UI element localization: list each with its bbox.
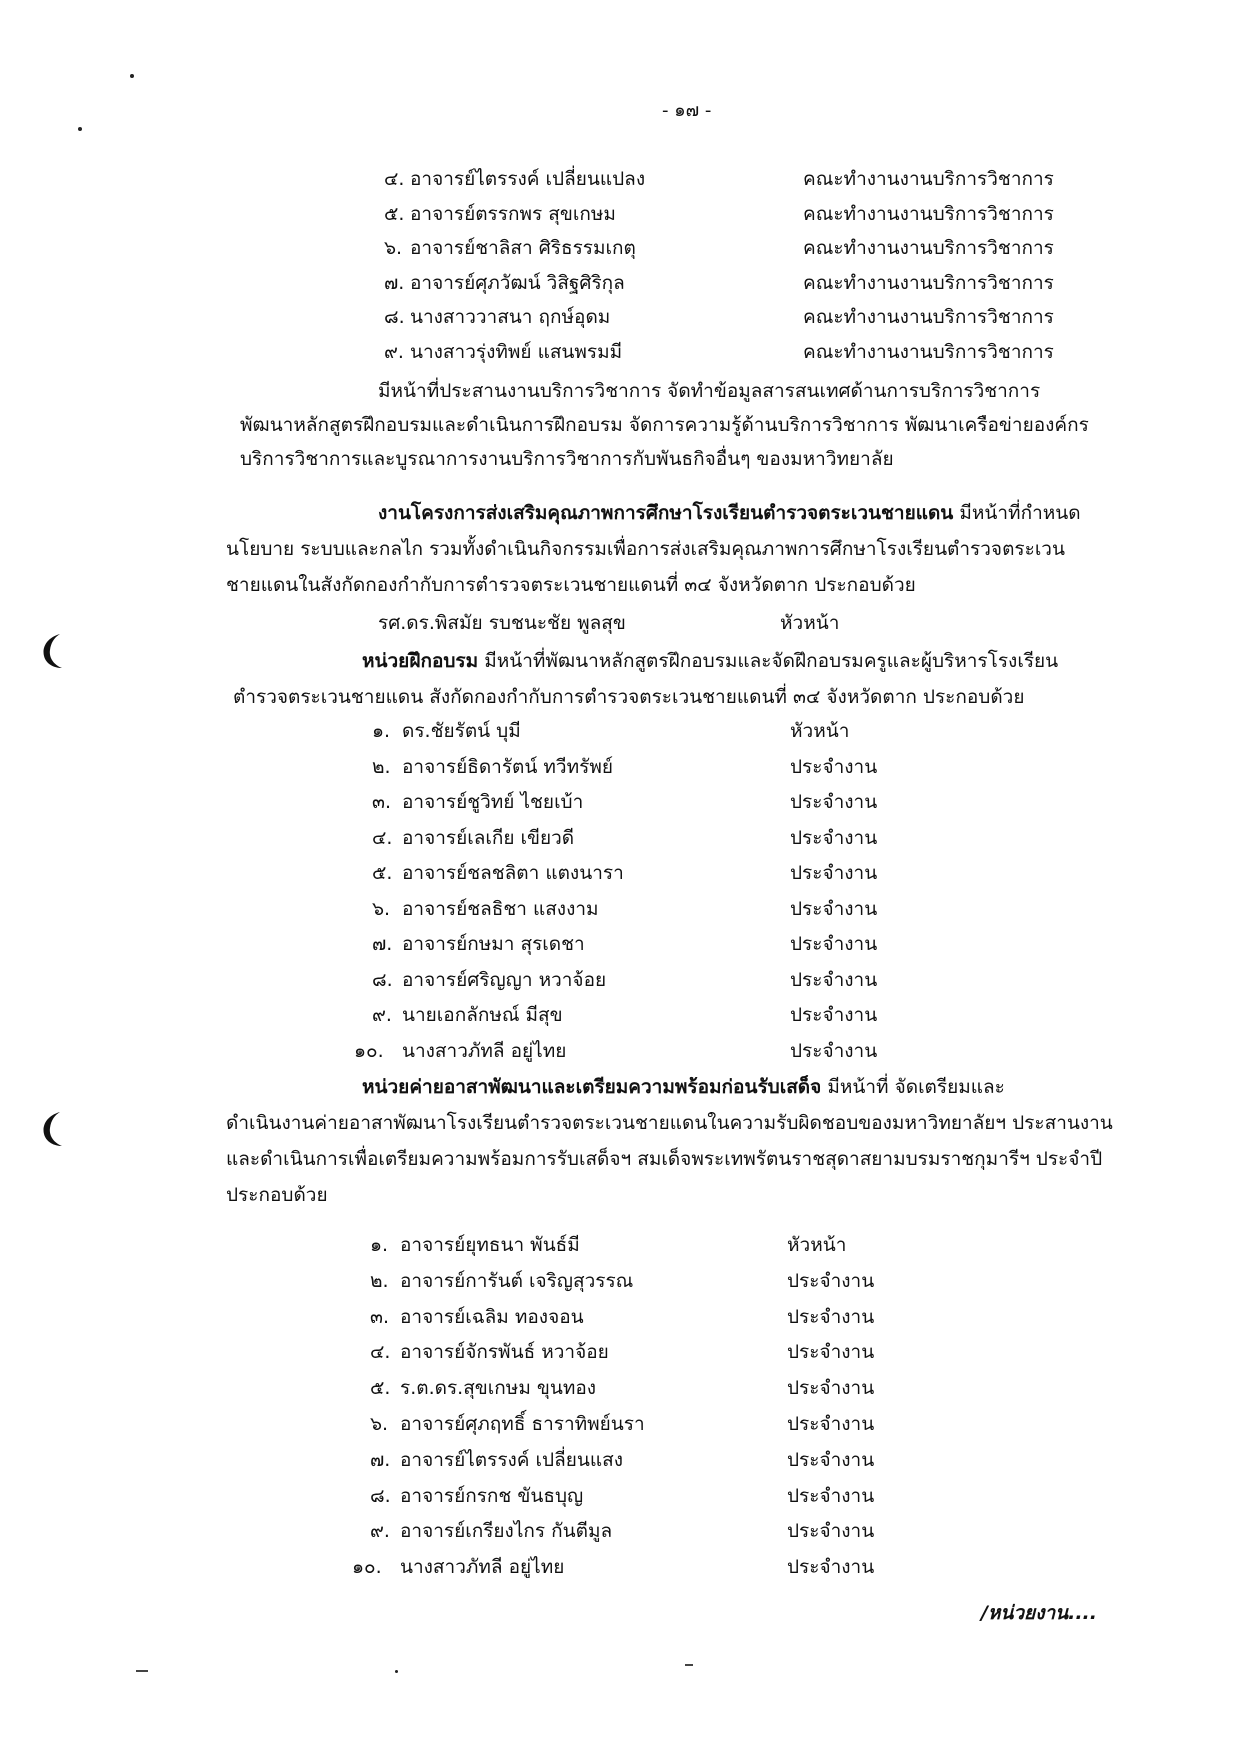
list-item-name: อาจารย์ธิดารัตน์ ทวีทรัพย์ [402,755,613,778]
list-item-role: ประจำงาน [787,1269,875,1292]
section-heading-line [378,500,1081,526]
scan-speck [395,1670,398,1673]
list-item-role: ประจำงาน [787,1520,875,1543]
binder-hole-icon [38,632,68,670]
scan-speck [130,74,134,78]
paragraph-line: พัฒนาหลักสูตรฝึกอบรมและดำเนินการฝึกอบรม จัดการความรู้ด้านบริการวิชาการ พัฒนาเครือข่ายองค์กร [240,414,1089,436]
list-item-role: คณะทำงานงานบริการวิชาการ [803,341,1054,363]
list-item-name: อาจารย์ไตรรงค์ เปลี่ยนแปลง [410,168,646,190]
list-item-name: อาจารย์จักรพันธ์ หวาจ้อย [400,1341,609,1364]
list-item-number: ๒. [370,1269,389,1292]
list-item-number: ๔. [372,826,393,849]
list-item-role: ประจำงาน [790,826,878,849]
list-item-name: อาจารย์เฉลิม ทองจอน [400,1305,584,1328]
list-item-number: ๑. [370,1234,389,1256]
list-item-role: คณะทำงานงานบริการวิชาการ [803,237,1054,260]
list-item-role: ประจำงาน [787,1377,875,1400]
list-item-role: ประจำงาน [790,755,878,778]
list-item-number: ๘. [370,1484,391,1507]
binder-hole-icon [38,1110,68,1148]
list-item-role: ประจำงาน [790,933,878,955]
section-heading: งานโครงการส่งเสริมคุณภาพการศึกษาโรงเรียนตำรวจตระเวนชายแดน [378,502,954,524]
list-item-number: ๕. [372,862,393,884]
list-item-role: ประจำงาน [787,1413,875,1435]
list-item-number: ๙. [370,1520,390,1543]
paragraph-line: บริการวิชาการและบูรณาการงานบริการวิชาการกับพันธกิจอื่นๆ ของมหาวิทยาลัย [240,448,894,470]
list-item-number: ๕. [370,1377,391,1400]
list-item-role: ประจำงาน [787,1556,875,1579]
list-item-name: นางสาววาสนา ฤกษ์อุดม [410,306,611,329]
list-item-role: ประจำงาน [787,1305,875,1328]
list-item-role: ประจำงาน [790,1039,878,1062]
list-item-number: ๙. [384,341,404,363]
list-item-number: ๕. [384,202,405,225]
list-item-number: ๑๐. [352,1556,382,1579]
list-item-name: ร.ต.ดร.สุขเกษม ขุนทอง [400,1377,597,1400]
list-item-name: อาจารย์กรกช ขันธบุญ [400,1484,584,1507]
list-item-number: ๖. [384,237,403,260]
list-item-name: ดร.ชัยรัตน์ บุมี [402,720,521,742]
head-person-name: รศ.ดร.พิสมัย รบชนะชัย พูลสุข [378,612,626,634]
list-item-role: คณะทำงานงานบริการวิชาการ [803,271,1054,294]
list-item-name: อาจารย์เลเกีย เขียวดี [402,826,575,849]
paragraph-line: ดำเนินงานค่ายอาสาพัฒนาโรงเรียนตำรวจตระเวนชายแดนในความรับผิดชอบของมหาวิทยาลัยฯ ประสานงาน [226,1112,1113,1134]
paragraph-line: ประกอบด้วย [226,1184,328,1206]
unit-heading: หน่วยค่ายอาสาพัฒนาและเตรียมความพร้อมก่อนรับเสด็จ [362,1076,822,1098]
list-item-name: อาจารย์เกรียงไกร กันตีมูล [400,1520,613,1543]
head-person-role: หัวหน้า [780,612,840,634]
paragraph-line: ชายแดนในสังกัดกองกำกับการตำรวจตระเวนชายแดนที่ ๓๔ จังหวัดตาก ประกอบด้วย [226,574,916,596]
unit-heading-rest: มีหน้าที่ จัดเตรียมและ [821,1076,1005,1098]
list-item-name: อาจารย์ตรรกพร สุขเกษม [410,202,616,225]
paragraph-line: มีหน้าที่ประสานงานบริการวิชาการ จัดทำข้อมูลสารสนเทศด้านการบริการวิชาการ [378,380,1041,402]
list-item-name: อาจารย์ศุภวัฒน์ วิสิฐศิริกุล [410,271,625,294]
list-item-role: ประจำงาน [790,1004,878,1026]
list-item-role: ประจำงาน [790,791,878,813]
unit-heading: หน่วยฝึกอบรม [362,650,479,672]
unit-heading-line [362,648,1058,674]
list-item-role: ประจำงาน [790,968,878,991]
list-item-role: ประจำงาน [787,1484,875,1507]
list-item-role: คณะทำงานงานบริการวิชาการ [803,306,1054,329]
list-item-number: ๔. [370,1341,391,1364]
list-item-number: ๑. [372,720,391,742]
list-item-role: คณะทำงานงานบริการวิชาการ [803,202,1054,225]
list-item-number: ๗. [384,271,405,294]
list-item-number: ๓. [370,1305,390,1328]
continuation-marker: /หน่วยงาน.... [980,1602,1097,1624]
page-number: - ๑๗ - [662,100,712,121]
scan-mark [685,1664,693,1666]
list-item-name: นางสาวภัทลี อยู่ไทย [400,1556,565,1579]
list-item-name: อาจารย์ชูวิทย์ ไชยเบ้า [402,791,584,813]
list-item-number: ๖. [370,1413,389,1435]
list-item-name: นางสาวภัทลี อยู่ไทย [402,1039,567,1062]
list-item-name: อาจารย์ชาลิสา ศิริธรรมเกตุ [410,237,636,260]
list-item-number: ๗. [372,933,393,955]
list-item-number: ๓. [372,791,392,813]
list-item-role: หัวหน้า [790,720,850,742]
paragraph-line: และดำเนินการเพื่อเตรียมความพร้อมการรับเสด็จฯ สมเด็จพระเทพรัตนราชสุดาสยามบรมราชกุมารีฯ ประจำปี [226,1148,1103,1170]
list-item-role: หัวหน้า [787,1234,847,1256]
list-item-name: นางสาวรุ่งทิพย์ แสนพรมมี [410,341,623,363]
list-item-number: ๑๐. [354,1039,384,1062]
list-item-name: อาจารย์ศริญญา หวาจ้อย [402,968,607,991]
list-item-number: ๘. [384,306,405,329]
list-item-name: อาจารย์กษมา สุรเดชา [402,933,585,955]
list-item-name: นายเอกลักษณ์ มีสุข [402,1004,563,1026]
list-item-number: ๙. [372,1004,392,1026]
list-item-role: ประจำงาน [790,862,878,884]
unit-heading-rest: มีหน้าที่พัฒนาหลักสูตรฝึกอบรมและจัดฝึกอบรมครูและผู้บริหารโรงเรียน [478,650,1059,672]
list-item-role: คณะทำงานงานบริการวิชาการ [803,168,1054,190]
list-item-name: อาจารย์ยุทธนา พันธ์มี [400,1234,580,1256]
list-item-role: ประจำงาน [787,1448,875,1471]
list-item-name: อาจารย์ชลธิชา แสงงาม [402,897,599,920]
list-item-number: ๔. [384,168,405,190]
scan-mark [136,1670,148,1672]
list-item-number: ๒. [372,755,391,778]
list-item-name: อาจารย์ไตรรงค์ เปลี่ยนแสง [400,1448,623,1471]
list-item-role: ประจำงาน [790,897,878,920]
list-item-name: อาจารย์ศุภฤทธิ์ ธาราทิพย์นรา [400,1413,645,1435]
scan-speck [78,127,82,131]
list-item-name: อาจารย์การันต์ เจริญสุวรรณ [400,1269,634,1292]
list-item-name: อาจารย์ชลชลิตา แตงนารา [402,862,624,884]
list-item-number: ๗. [370,1448,391,1471]
section-heading-rest: มีหน้าที่กำหนด [953,502,1081,524]
list-item-role: ประจำงาน [787,1341,875,1364]
list-item-number: ๖. [372,897,391,920]
list-item-number: ๘. [372,968,393,991]
paragraph-line: นโยบาย ระบบและกลไก รวมทั้งดำเนินกิจกรรมเพื่อการส่งเสริมคุณภาพการศึกษาโรงเรียนตำรวจตระเวน [226,538,1065,560]
paragraph-line: ตำรวจตระเวนชายแดน สังกัดกองกำกับการตำรวจตระเวนชายแดนที่ ๓๔ จังหวัดตาก ประกอบด้วย [233,686,1025,708]
unit-heading-line [362,1074,1005,1100]
